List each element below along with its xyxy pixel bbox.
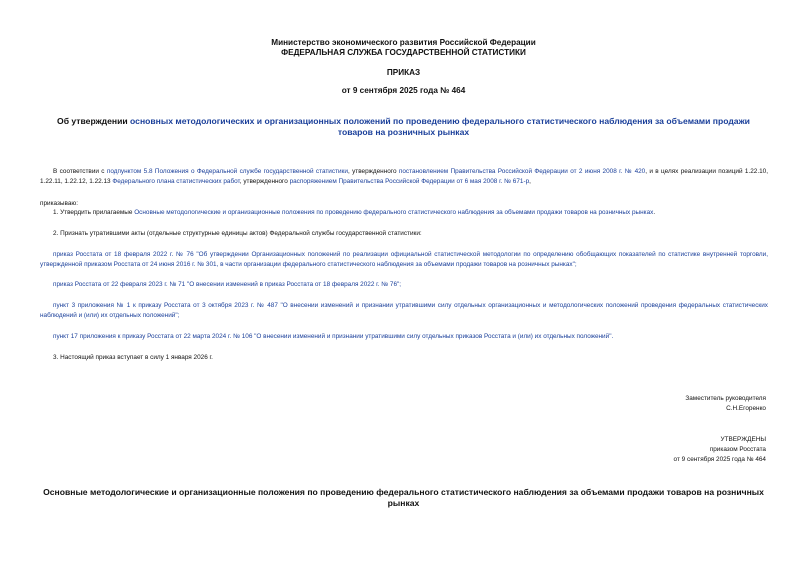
item-2: 2. Признать утратившими акты (отдельные структурные единицы актов) Федеральной службы государственной статистики: (53, 230, 422, 237)
signature-block (685, 394, 766, 414)
signer-name: С.Н.Егоренко (726, 405, 766, 412)
preamble-text: , и в целях реализации позиций 1.22.10, 1.22.11, 1.22.12, 1.22.13 (40, 168, 768, 185)
preamble-text: , (529, 177, 531, 185)
document-header (0, 38, 807, 58)
ministry-name: Министерство экономического развития Российской Федерации (271, 38, 536, 47)
order-word: приказываю: (40, 200, 78, 207)
act-item[interactable]: приказ Росстата от 22 февраля 2023 г. № 71 "О внесении изменений в приказ Росстата от 18 февраля 2022 г. № 76"; (53, 281, 402, 288)
approved-label: УТВЕРЖДЕНЫ (720, 436, 766, 443)
title-prefix: Об утверждении (57, 116, 131, 126)
link-federal-plan[interactable]: Федерального плана статистических работ (112, 177, 240, 185)
act-item[interactable]: приказ Росстата от 18 февраля 2022 г. № 76 "Об утверждении Организационных положений по реализации официальной статистической методологии по определению обобщающих показателей по статистике внутренней торговли, утвержденной приказом Росстата от 24 июня 2016 г. № 301, в части организации федерального статистического наблюдения за объемами продажи товаров на розничных рынках"; (40, 251, 768, 268)
preamble-text: В соответствии с (53, 168, 107, 175)
preamble (40, 167, 768, 186)
approved-date: от 9 сентября 2025 года № 464 (673, 456, 766, 463)
preamble-text: , утвержденного (347, 168, 399, 175)
approval-block (674, 435, 766, 465)
item-3: 3. Настоящий приказ вступает в силу 1 января 2026 г. (53, 354, 213, 361)
item-1-text: 1. Утвердить прилагаемые (53, 209, 135, 216)
act-item[interactable]: пункт 17 приложения к приказу Росстата от 22 марта 2024 г. № 106 "О внесении изменений и признании утратившими силу отдельных приказов Росстата и (или) их отдельных положений". (53, 333, 614, 340)
link-government-order[interactable]: распоряжением Правительства Российской Федерации от 6 мая 2008 г. № 671-р (289, 177, 530, 185)
doc-date: от 9 сентября 2025 года № 464 (341, 86, 466, 95)
link-regulation-subpoint[interactable]: подпунктом 5.8 Положения о Федеральной службе государственной статистики (106, 168, 348, 175)
preamble-text: , утвержденного (239, 177, 290, 185)
signer-position: Заместитель руководителя (685, 395, 766, 402)
document-title (40, 116, 767, 138)
item-1-text: . (653, 209, 656, 216)
item-1 (40, 208, 768, 218)
link-annex-provisions[interactable]: Основные методологические и организационные положения по проведению федерального статистического наблюдения за объемами продажи товаров на розничных рынках (134, 209, 654, 216)
doc-type: ПРИКАЗ (386, 68, 421, 77)
annex-title: Основные методологические и организационные положения по проведению федерального статистического наблюдения за объемами продажи товаров на розничных рынках (43, 487, 764, 508)
approved-by: приказом Росстата (709, 446, 766, 453)
act-item[interactable]: пункт 3 приложения № 1 к приказу Росстата от 3 октября 2023 г. № 487 "О внесении изменений и признании утратившими силу отдельных организационных и методологических положений проведения федеральных статистических наблюдений и (или) их отдельных положений"; (40, 302, 768, 319)
service-name: ФЕДЕРАЛЬНАЯ СЛУЖБА ГОСУДАРСТВЕННОЙ СТАТИСТИКИ (281, 48, 526, 57)
link-government-decree[interactable]: постановлением Правительства Российской Федерации от 2 июня 2008 г. № 420 (398, 168, 646, 175)
title-link[interactable]: основных методологических и организационных положений по проведению федерального статистического наблюдения за объемами продажи товаров на розничных рынках (130, 116, 750, 137)
